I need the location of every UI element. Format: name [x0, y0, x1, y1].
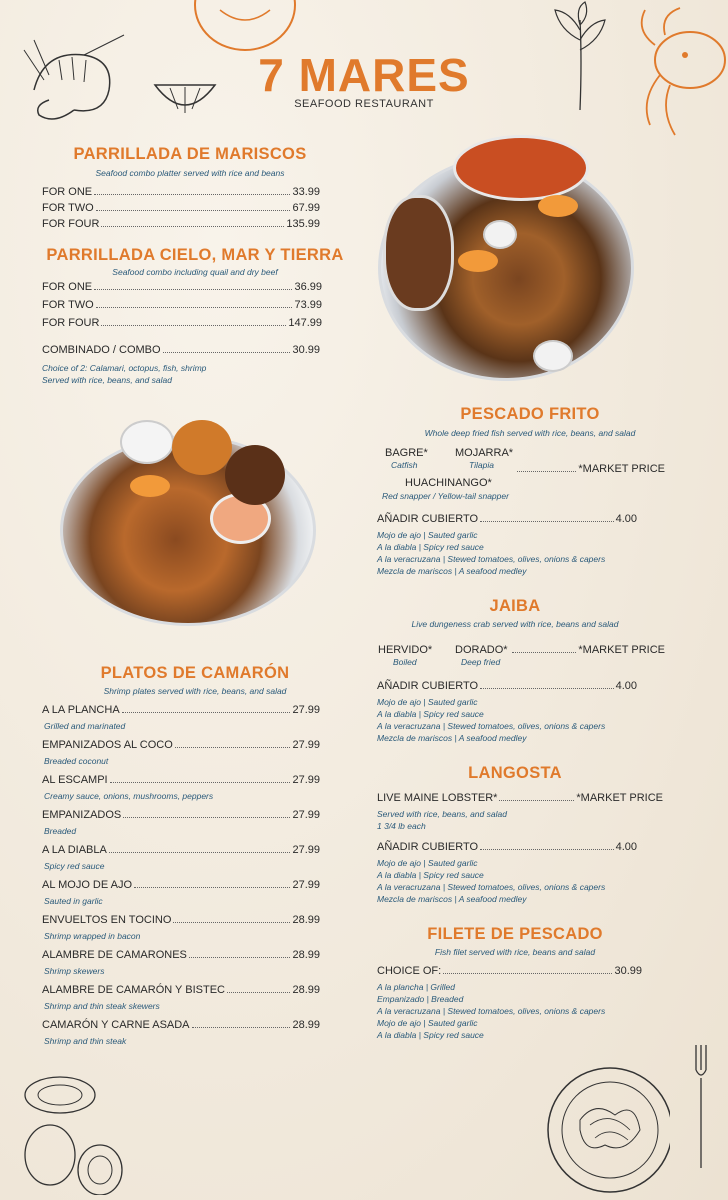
camaron-subtitle: Shrimp plates served with rice, beans, and salad: [103, 686, 287, 696]
parrillada-mariscos-subtitle: Seafood combo platter served with rice and beans: [95, 168, 285, 178]
pescado-market-price: *MARKET PRICE: [515, 463, 665, 475]
menu-item: FOR ONE 36.99: [42, 281, 322, 293]
hervido-item: HERVIDO* Boiled: [378, 644, 433, 667]
filete-title: FILETE DE PESCADO: [427, 925, 603, 943]
bagre-item: BAGRE* Catfish: [385, 447, 428, 470]
lobster-item: LIVE MAINE LOBSTER* *MARKET PRICE Served with rice, beans, and salad 1 3/4 lb each: [377, 792, 663, 831]
pescado-cubierto: AÑADIR CUBIERTO 4.00 Mojo de ajo | Sauted garlic A la diabla | Spicy red sauce A la veracruzana | Stewed tomatoes, olives, onions & capers Mezcla de mariscos | A seafood medley: [377, 513, 637, 576]
parrillada-cielo-title: PARRILLADA CIELO, MAR Y TIERRA: [46, 246, 344, 264]
camaron-title: PLATOS DE CAMARÓN: [100, 664, 290, 682]
parrillada-mariscos-title: PARRILLADA DE MARISCOS: [73, 145, 307, 163]
mojarra-item: MOJARRA* Tilapia: [455, 447, 514, 470]
menu-item: FOR ONE 33.99: [42, 186, 320, 198]
langosta-cubierto: AÑADIR CUBIERTO 4.00 Mojo de ajo | Sauted garlic A la diabla | Spicy red sauce A la veracruzana | Stewed tomatoes, olives, onions & capers Mezcla de mariscos | A seafood medley: [377, 841, 637, 904]
restaurant-subtitle: SEAFOOD RESTAURANT: [294, 98, 434, 110]
menu-item: ALAMBRE DE CAMARONES 28.99 Shrimp skewers: [42, 949, 320, 976]
jaiba-subtitle: Live dungeness crab served with rice, beans and salad: [411, 619, 619, 629]
fish-plate-sketch-icon: [190, 0, 300, 55]
menu-item: CAMARÓN Y CARNE ASADA 28.99 Shrimp and thin steak: [42, 1019, 320, 1046]
menu-item: A LA PLANCHA 27.99 Grilled and marinated: [42, 704, 320, 731]
filete-item: CHOICE OF: 30.99 A la plancha | Grilled Empanizado | Breaded A la veracruzana | Stewed tomatoes, olives, onions & capers Mojo de ajo | Sauted garlic A la diabla | Spicy red sauce: [377, 965, 642, 1040]
menu-item: EMPANIZADOS 27.99 Breaded: [42, 809, 320, 836]
menu-item: EMPANIZADOS AL COCO 27.99 Breaded coconut: [42, 739, 320, 766]
seafood-platter-photo: [378, 135, 638, 380]
menu-item: FOR FOUR 135.99: [42, 218, 320, 230]
oysters-sketch-icon: [15, 1065, 125, 1195]
restaurant-title: 7 MARES: [258, 49, 470, 101]
langosta-title: LANGOSTA: [468, 764, 562, 782]
jaiba-market-price: *MARKET PRICE: [510, 644, 665, 656]
pescado-frito-subtitle: Whole deep fried fish served with rice, beans, and salad: [424, 428, 636, 438]
combinado-item: COMBINADO / COMBO 30.99 Choice of 2: Calamari, octopus, fish, shrimp Served with rice, beans, and salad: [42, 344, 320, 385]
camaron-list: [42, 704, 320, 1054]
menu-item: FOR FOUR 147.99: [42, 317, 322, 329]
menu-item: FOR TWO 67.99: [42, 202, 320, 214]
pescado-frito-title: PESCADO FRITO: [460, 405, 600, 423]
menu-item: ALAMBRE DE CAMARÓN Y BISTEC 28.99 Shrimp and thin steak skewers: [42, 984, 320, 1011]
parrillada-mariscos-list: [42, 186, 320, 234]
combinado-note: Choice of 2: Calamari, octopus, fish, shrimp: [42, 363, 207, 373]
seafood-plate-sketch-icon: [540, 1030, 670, 1200]
huachinango-item: HUACHINANGO*: [405, 477, 492, 489]
combinado-note: Served with rice, beans, and salad: [42, 375, 172, 385]
dorado-item: DORADO* Deep fried: [455, 644, 508, 667]
filete-subtitle: Fish filet served with rice, beans and salad: [434, 947, 596, 957]
jaiba-title: JAIBA: [489, 597, 541, 615]
shrimp-plate-photo: [60, 415, 315, 625]
parrillada-cielo-subtitle: Seafood combo including quail and dry beef: [112, 267, 278, 277]
menu-item: FOR TWO 73.99: [42, 299, 322, 311]
huachinango-note: Red snapper / Yellow-tail snapper: [382, 491, 509, 501]
parrillada-cielo-list: [42, 281, 322, 335]
menu-item: ENVUELTOS EN TOCINO 28.99 Shrimp wrapped in bacon: [42, 914, 320, 941]
menu-item: A LA DIABLA 27.99 Spicy red sauce: [42, 844, 320, 871]
fork-sketch-icon: [688, 1040, 718, 1170]
menu-item: AL MOJO DE AJO 27.99 Sauted in garlic: [42, 879, 320, 906]
menu-item: AL ESCAMPI 27.99 Creamy sauce, onions, mushrooms, peppers: [42, 774, 320, 801]
jaiba-cubierto: AÑADIR CUBIERTO 4.00 Mojo de ajo | Sauted garlic A la diabla | Spicy red sauce A la veracruzana | Stewed tomatoes, olives, onions & capers Mezcla de mariscos | A seafood medley: [377, 680, 637, 743]
